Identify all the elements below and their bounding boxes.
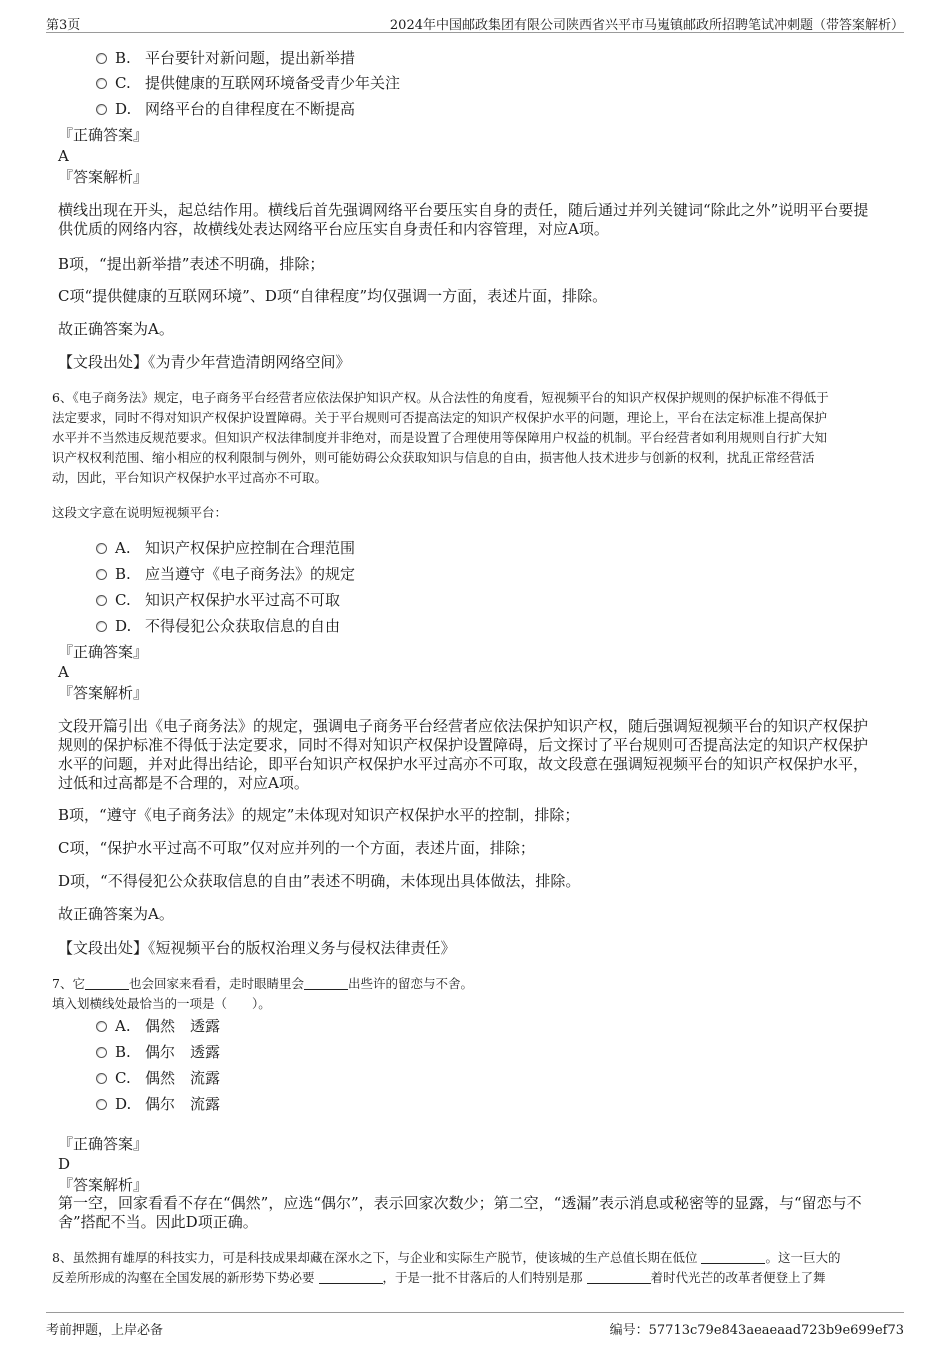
q7-answer: D [58,1155,71,1173]
q6-question: 这段文字意在说明短视频平台： [52,505,228,520]
q8-stem-line: 8、虽然拥有雄厚的科技实力，可是科技成果却藏在深水之下，与企业和实际生产脱节，使该城的生产总值长期在低位 。这一巨大的 [52,1250,841,1265]
radio-icon[interactable] [96,621,107,632]
radio-icon[interactable] [96,104,107,115]
q6-option-a[interactable]: A. 知识产权保护应控制在合理范围 [96,538,355,558]
q7-analysis-line: 舍”搭配不当。因此D项正确。 [58,1213,258,1231]
document-code: 编号：57713c79e843aeaeaad723b9e699ef73 [609,1323,904,1338]
q6-source: 【文段出处】《短视频平台的版权治理义务与侵权法律责任》 [58,939,456,957]
footer-slogan: 考前押题，上岸必备 [46,1323,164,1338]
q6-stem-line: 法定要求，同时不得对知识产权保护设置障碍。关于平台规则可否提高法定的知识产权保护水平的问题，理论上，平台在法定标准上提高保护 [52,410,828,425]
q5-answer: A [58,147,69,165]
radio-icon[interactable] [96,569,107,580]
radio-icon[interactable] [96,1021,107,1032]
q7-option-a[interactable]: A. 偶然 透露 [96,1016,220,1036]
q6-analysis-line: 规则的保护标准不得低于法定要求，同时不得对知识产权保护设置障碍，后文探讨了平台规则可否提高法定的知识产权保护 [58,736,869,754]
q8-stem-line: 反差所形成的沟壑在全国发展的新形势下势必要 ，于是一批不甘落后的人们特别是那 着时代光芒的改革者便登上了舞 [52,1270,826,1285]
q5-analysis-line: 供优质的网络内容，故横线处表达网络平台应压实自身责任和内容管理，对应A项。 [58,220,609,238]
q7-option-b[interactable]: B. 偶尔 透露 [96,1042,220,1062]
q6-answer: A [58,663,69,681]
q5-option-c[interactable]: C. 提供健康的互联网环境备受青少年关注 [96,73,400,93]
q5-analysis-line: C项“提供健康的互联网环境”、D项“自律程度”均仅强调一方面，表述片面，排除。 [58,287,608,305]
q6-analysis-line: 水平的问题，并对此得出结论，即平台知识产权保护水平过高亦不可取，故文段意在强调短视频平台的知识产权保护水平， [58,755,869,773]
fill-blank[interactable] [304,975,348,990]
radio-icon[interactable] [96,1099,107,1110]
radio-icon[interactable] [96,78,107,89]
q5-analysis-label: 『答案解析』 [58,168,149,186]
fill-blank[interactable] [319,1269,383,1284]
fill-blank[interactable] [85,975,129,990]
q6-stem-line: 水平并不当然违反规范要求。但知识产权法律制度并非绝对，而是设置了合理使用等保障用户权益的机制。平台经营者如利用规则自行扩大知 [52,430,828,445]
q6-stem-line: 识产权权利范围、缩小相应的权利限制与例外，则可能妨碍公众获取知识与信息的自由，损害他人技术进步与创新的权利，扰乱正常经营活 [52,450,815,465]
q7-question: 填入划横线处最恰当的一项是（ ）。 [52,996,271,1011]
q7-option-c[interactable]: C. 偶然 流露 [96,1068,220,1088]
radio-icon[interactable] [96,1047,107,1058]
q5-analysis-line: 故正确答案为A。 [58,320,174,338]
q6-stem-line: 6、《电子商务法》规定，电子商务平台经营者应依法保护知识产权。从合法性的角度看，短视频平台的知识产权保护规则的保护标准不得低于 [52,390,829,405]
document-title: 2024年中国邮政集团有限公司陕西省兴平市马嵬镇邮政所招聘笔试冲刺题（带答案解析） [389,18,904,33]
q6-analysis-label: 『答案解析』 [58,684,149,702]
radio-icon[interactable] [96,1073,107,1084]
q7-analysis-label: 『答案解析』 [58,1176,149,1194]
q6-analysis-line: 过低和过高都是不合理的，对应A项。 [58,774,309,792]
radio-icon[interactable] [96,543,107,554]
q5-option-d[interactable]: D. 网络平台的自律程度在不断提高 [96,99,355,119]
q6-analysis-line: 故正确答案为A。 [58,905,174,923]
q5-option-b[interactable]: B. 平台要针对新问题，提出新举措 [96,48,355,68]
q6-answer-label: 『正确答案』 [58,643,149,661]
q7-stem: 7、它 也会回家来看看，走时眼睛里会 出些许的留恋与不舍。 [52,976,473,991]
page-footer [46,1312,904,1337]
q6-analysis-line: 文段开篇引出《电子商务法》的规定，强调电子商务平台经营者应依法保护知识产权，随后强调短视频平台的知识产权保护 [58,717,869,735]
radio-icon[interactable] [96,595,107,606]
q5-analysis-line: 横线出现在开头，起总结作用。横线后首先强调网络平台要压实自身的责任，随后通过并列关键词“除此之外”说明平台要提 [58,201,869,219]
page-header [46,10,904,33]
q5-answer-label: 『正确答案』 [58,126,149,144]
q6-analysis-line: D项，“不得侵犯公众获取信息的自由”表述不明确，未体现出具体做法，排除。 [58,872,581,890]
q7-answer-label: 『正确答案』 [58,1135,149,1153]
q6-analysis-line: C项，“保护水平过高不可取”仅对应并列的一个方面，表述片面，排除； [58,839,535,857]
q6-option-b[interactable]: B. 应当遵守《电子商务法》的规定 [96,564,355,584]
page-number: 第3页 [46,18,81,33]
fill-blank[interactable] [587,1269,651,1284]
q7-option-d[interactable]: D. 偶尔 流露 [96,1094,220,1114]
q5-analysis-line: B项，“提出新举措”表述不明确，排除； [58,255,325,273]
q5-source: 【文段出处】《为青少年营造清朗网络空间》 [58,353,351,371]
q6-option-d[interactable]: D. 不得侵犯公众获取信息的自由 [96,616,340,636]
q7-analysis-line: 第一空，回家看看不存在“偶然”，应选“偶尔”，表示回家次数少；第二空，“透漏”表示消息或秘密等的显露，与“留恋与不 [58,1194,862,1212]
q6-option-c[interactable]: C. 知识产权保护水平过高不可取 [96,590,340,610]
q6-stem-line: 动，因此，平台知识产权保护水平过高亦不可取。 [52,470,328,485]
radio-icon[interactable] [96,53,107,64]
q6-analysis-line: B项，“遵守《电子商务法》的规定”未体现对知识产权保护水平的控制，排除； [58,806,580,824]
fill-blank[interactable] [701,1249,765,1264]
